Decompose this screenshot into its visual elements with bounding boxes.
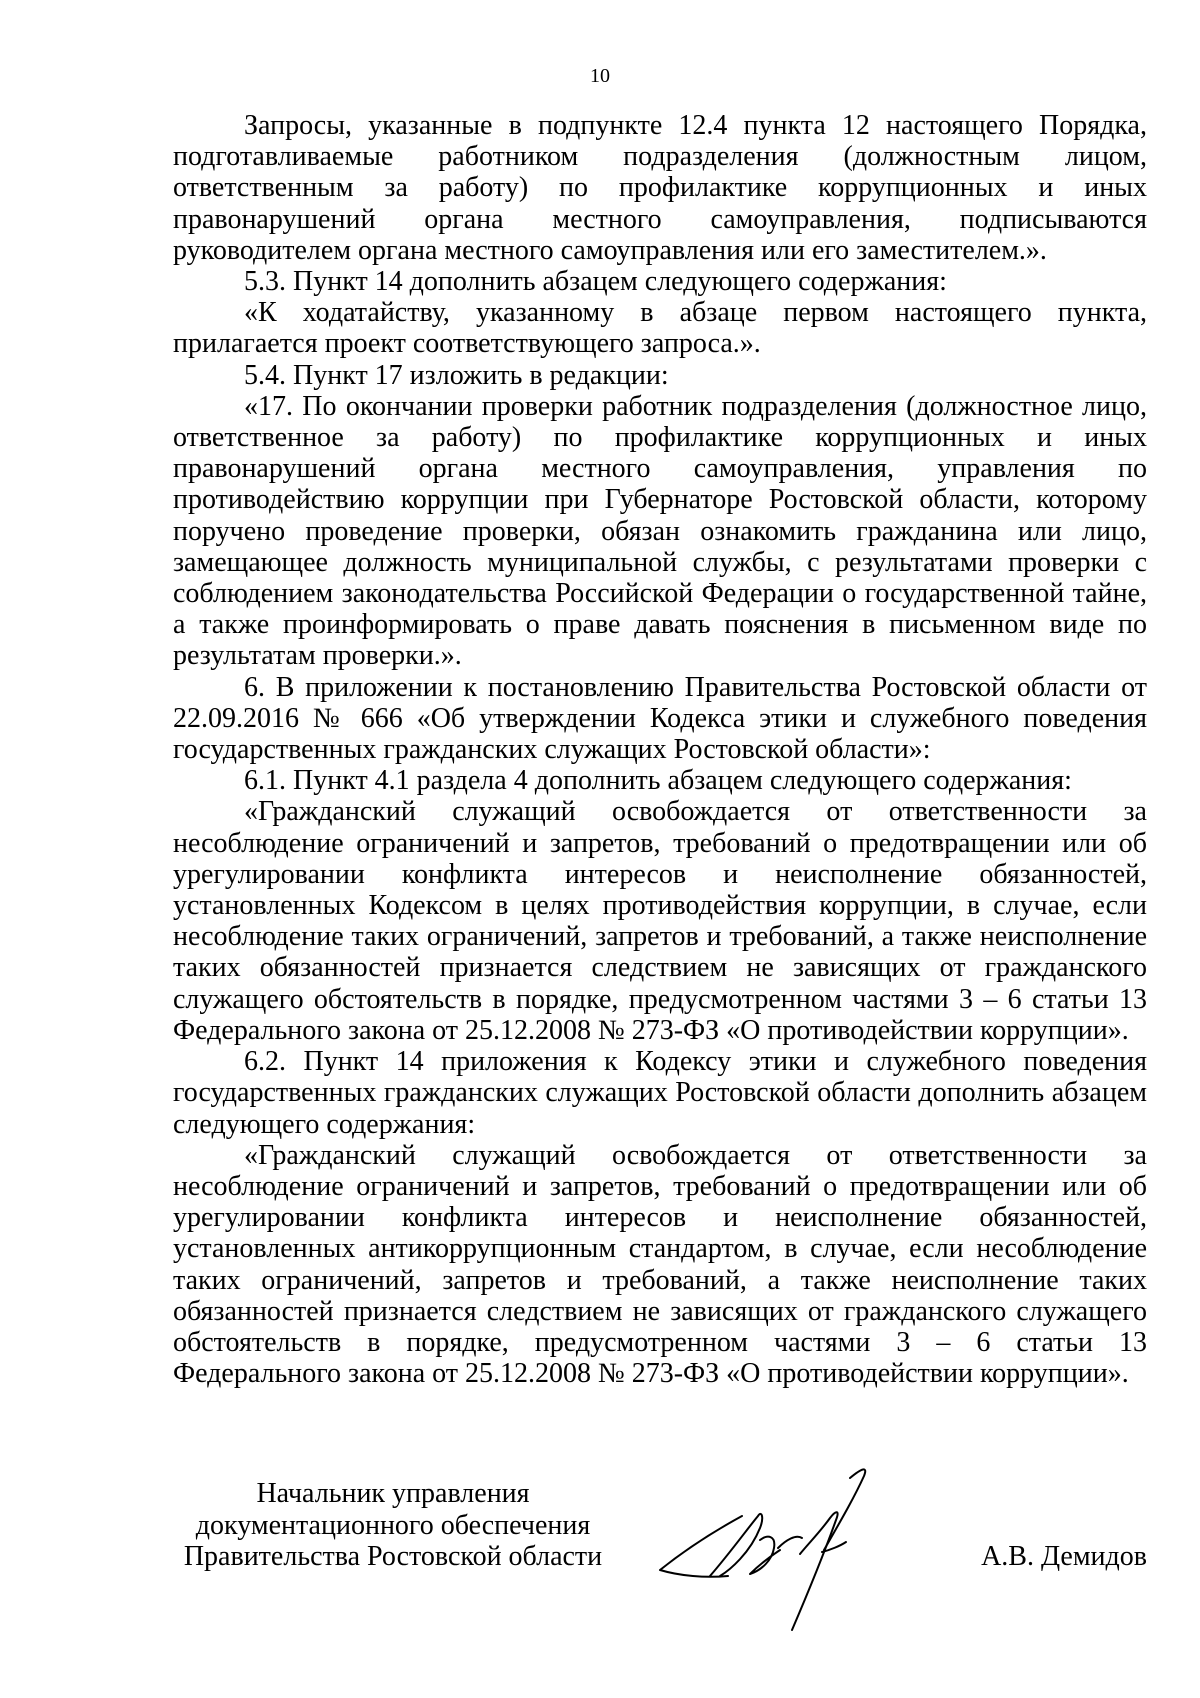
paragraph-6-2-text: «Гражданский служащий освобождается от ответственности за несоблюдение ограничений и запретов, требований о предотвращении или об урегулировании конфликта интересов и неисполнение обязанностей, установленных антикоррупционным стандартом, в случае, если несоблюдение таких ограничений, запретов и требований, а также неисполнение таких обязанностей признается следствием не зависящих от гражданского служащего обстоятельств в порядке, предусмотренном частями 3 – 6 статьи 13 Федерального закона от 25.12.2008 № 273-ФЗ «О противодействии коррупции». (173, 1139, 1147, 1390)
page-number: 10 (590, 65, 610, 87)
paragraph-5-4-text: «17. По окончании проверки работник подразделения (должностное лицо, ответственное за работу) по профилактике коррупционных и иных правонарушений органа местного самоуправления, управления по противодействию коррупции при Губернаторе Ростовской области, которому поручено проведение проверки, обязан ознакомить гражданина или лицо, замещающее должность муниципальной службы, с результатами проверки с соблюдением законодательства Российской Федерации о государственной тайне, а также проинформировать о праве давать пояснения в письменном виде по результатам проверки.». (173, 390, 1147, 672)
paragraph-5-3-text: «К ходатайству, указанному в абзаце первом настоящего пункта, прилагается проект соответствующего запроса.». (173, 297, 1147, 360)
signatory-name: А.В. Демидов (981, 1541, 1147, 1572)
signature-block (0, 1478, 1200, 1638)
signatory-title-line: Начальник управления (256, 1478, 530, 1509)
paragraph-5-3: 5.3. Пункт 14 дополнить абзацем следующего содержания: (244, 266, 947, 298)
paragraph-5-4: 5.4. Пункт 17 изложить в редакции: (244, 359, 669, 391)
paragraph-6-2: 6.2. Пункт 14 приложения к Кодексу этики и служебного поведения государственных гражданских служащих Ростовской области дополнить абзацем следующего содержания: (173, 1046, 1147, 1140)
paragraph-6-1: 6.1. Пункт 4.1 раздела 4 дополнить абзацем следующего содержания: (244, 765, 1072, 797)
paragraph-6: 6. В приложении к постановлению Правительства Ростовской области от 22.09.2016 № 666 «Об утверждении Кодекса этики и служебного поведения государственных гражданских служащих Ростовской области»: (173, 671, 1147, 766)
signatory-title (173, 1478, 613, 1573)
document-body (173, 110, 1147, 1389)
handwritten-signature (650, 1458, 910, 1648)
signatory-title-line: Правительства Ростовской области (183, 1541, 603, 1572)
paragraph-requests-signing: Запросы, указанные в подпункте 12.4 пункта 12 настоящего Порядка, подготавливаемые работником подразделения (должностным лицом, ответственным за работу) по профилактике коррупционных и иных правонарушений органа местного самоуправления, подписываются руководителем органа местного самоуправления или его заместителем.». (173, 110, 1147, 266)
paragraph-6-1-text: «Гражданский служащий освобождается от ответственности за несоблюдение ограничений и запретов, требований о предотвращении или об урегулировании конфликта интересов и неисполнение обязанностей, установленных Кодексом в целях противодействия коррупции, в случае, если несоблюдение таких ограничений, запретов и требований, а также неисполнение таких обязанностей признается следствием не зависящих от гражданского служащего обстоятельств в порядке, предусмотренном частями 3 – 6 статьи 13 Федерального закона от 25.12.2008 № 273-ФЗ «О противодействии коррупции». (173, 796, 1147, 1046)
signatory-title-line: документационного обеспечения (195, 1509, 591, 1541)
